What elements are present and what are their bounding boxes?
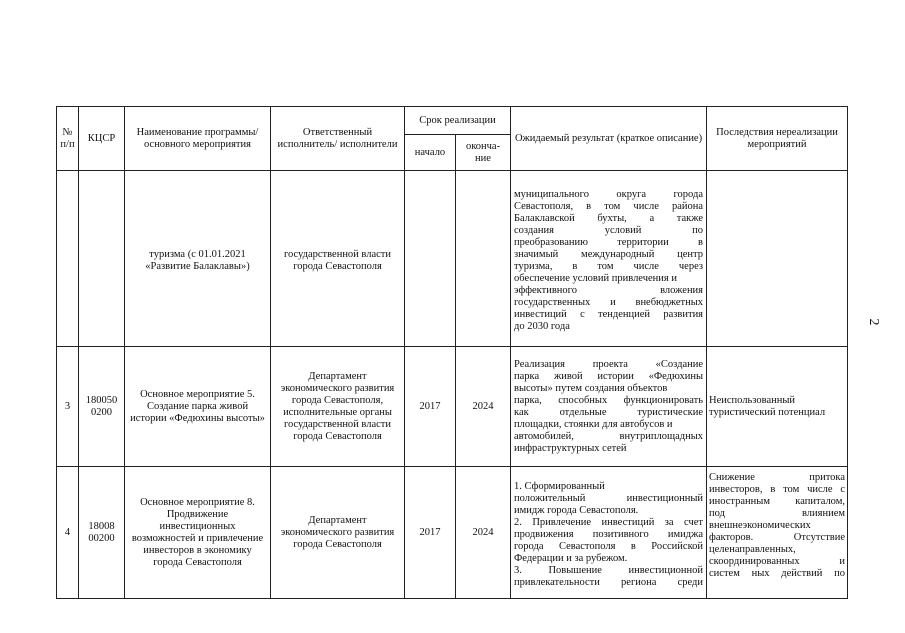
header-num: № п/п	[57, 107, 79, 171]
row-name: Основное мероприятие 5. Создание парка живой истории «Федюхины высоты»	[125, 347, 271, 467]
row-responsible: государственной власти города Севастополя	[271, 171, 405, 347]
table-row	[57, 347, 848, 467]
row-kcsr	[79, 171, 125, 347]
result-line: инфраструктурных сетей	[514, 442, 627, 454]
result-line: муниципального округа города	[514, 189, 704, 200]
result-line: значимый международный центр	[514, 249, 704, 260]
result-line: продвижения позитивного имиджа	[514, 529, 704, 540]
row-result	[511, 347, 707, 467]
row-num	[57, 171, 79, 347]
result-line: Реализация проекта «Создание	[514, 358, 704, 370]
row-start: 2017	[405, 347, 456, 467]
result-line: площадки, стоянки для автобусов и	[514, 418, 673, 430]
row-name: Основное мероприятие 8. Продвижение инвестиционных возможностей и привлечение инвесторов в экономику города Севастополя	[125, 467, 271, 599]
result-line: привлекательности региона среди	[514, 577, 704, 588]
header-start: начало	[405, 135, 456, 171]
row-result	[511, 467, 707, 599]
result-line: имидж города Севастополя.	[514, 505, 639, 516]
result-line: парка, способных функционировать	[514, 394, 704, 406]
header-name: Наименование программы/основного мероприятия	[125, 107, 271, 171]
result-line: 2. Привлечение инвестиций за счет	[514, 517, 704, 528]
result-line: создания условий по	[514, 225, 704, 236]
header-end: оконча-ние	[456, 135, 511, 171]
consequence-line: под влиянием	[709, 508, 846, 519]
row-name: туризма (с 01.01.2021 «Развитие Балаклавы»)	[125, 171, 271, 347]
result-line: государственных и внебюджетных	[514, 297, 704, 308]
result-line: парка живой истории «Федюхины	[514, 370, 704, 382]
row-kcsr: 180050 0200	[79, 347, 125, 467]
header-row	[57, 107, 848, 135]
result-line: как отдельные туристические	[514, 406, 704, 418]
result-line: преобразованию территории в	[514, 237, 704, 248]
row-consequences	[707, 171, 848, 347]
consequence-line: систем ных действий по	[709, 568, 846, 579]
consequence-line: скоординированных и	[709, 556, 846, 567]
header-kcsr: КЦСР	[79, 107, 125, 171]
table-row	[57, 171, 848, 347]
result-line: Балаклавской бухты, а также	[514, 213, 704, 224]
result-line: инвестиций с тенденцией развития	[514, 309, 704, 320]
consequence-line: факторов. Отсутствие	[709, 532, 846, 543]
row-result	[511, 171, 707, 347]
result-line: Федерации и за рубежом.	[514, 553, 628, 564]
header-result: Ожидаемый результат (краткое описание)	[511, 107, 707, 171]
program-table	[56, 106, 848, 599]
result-line: положительный инвестиционный	[514, 493, 704, 504]
result-line: обеспечение условий привлечения и	[514, 273, 677, 284]
row-kcsr: 18008 00200	[79, 467, 125, 599]
page-number: 2	[866, 318, 881, 326]
result-line: высоты» путем создания объектов	[514, 382, 668, 394]
result-line: туризма, в том числе через	[514, 261, 704, 272]
consequence-line: внешнеэкономических	[709, 520, 811, 531]
consequence-line: иностранным капиталом,	[709, 496, 846, 507]
row-start: 2017	[405, 467, 456, 599]
result-line: города Севастополя в Российской	[514, 541, 704, 552]
header-period: Срок реализации	[405, 107, 511, 135]
row-num: 3	[57, 347, 79, 467]
consequence-line: целенаправленных,	[709, 544, 796, 555]
row-end: 2024	[456, 467, 511, 599]
row-num: 4	[57, 467, 79, 599]
result-line: эффективного вложения	[514, 285, 704, 296]
consequence-line: инвесторов, в том числе с	[709, 484, 846, 495]
row-start	[405, 171, 456, 347]
header-responsible: Ответственный исполнитель/ исполнители	[271, 107, 405, 171]
result-line: 3. Повышение инвестиционной	[514, 565, 704, 576]
row-responsible: Департамент экономического развития города Севастополя, исполнительные органы государственной власти города Севастополя	[271, 347, 405, 467]
table-row	[57, 467, 848, 599]
result-line: Севастополя, в том числе района	[514, 201, 704, 212]
row-consequences	[707, 467, 848, 599]
row-responsible: Департамент экономического развития города Севастополя	[271, 467, 405, 599]
row-consequences: Неиспользованный туристический потенциал	[707, 347, 848, 467]
result-line: до 2030 года	[514, 321, 570, 332]
row-end	[456, 171, 511, 347]
row-end: 2024	[456, 347, 511, 467]
result-line: 1. Сформированный	[514, 481, 605, 492]
header-consequences: Последствия нереализации мероприятий	[707, 107, 848, 171]
consequence-line: Снижение притока	[709, 472, 846, 483]
result-line: автомобилей, внутриплощадных	[514, 430, 704, 442]
